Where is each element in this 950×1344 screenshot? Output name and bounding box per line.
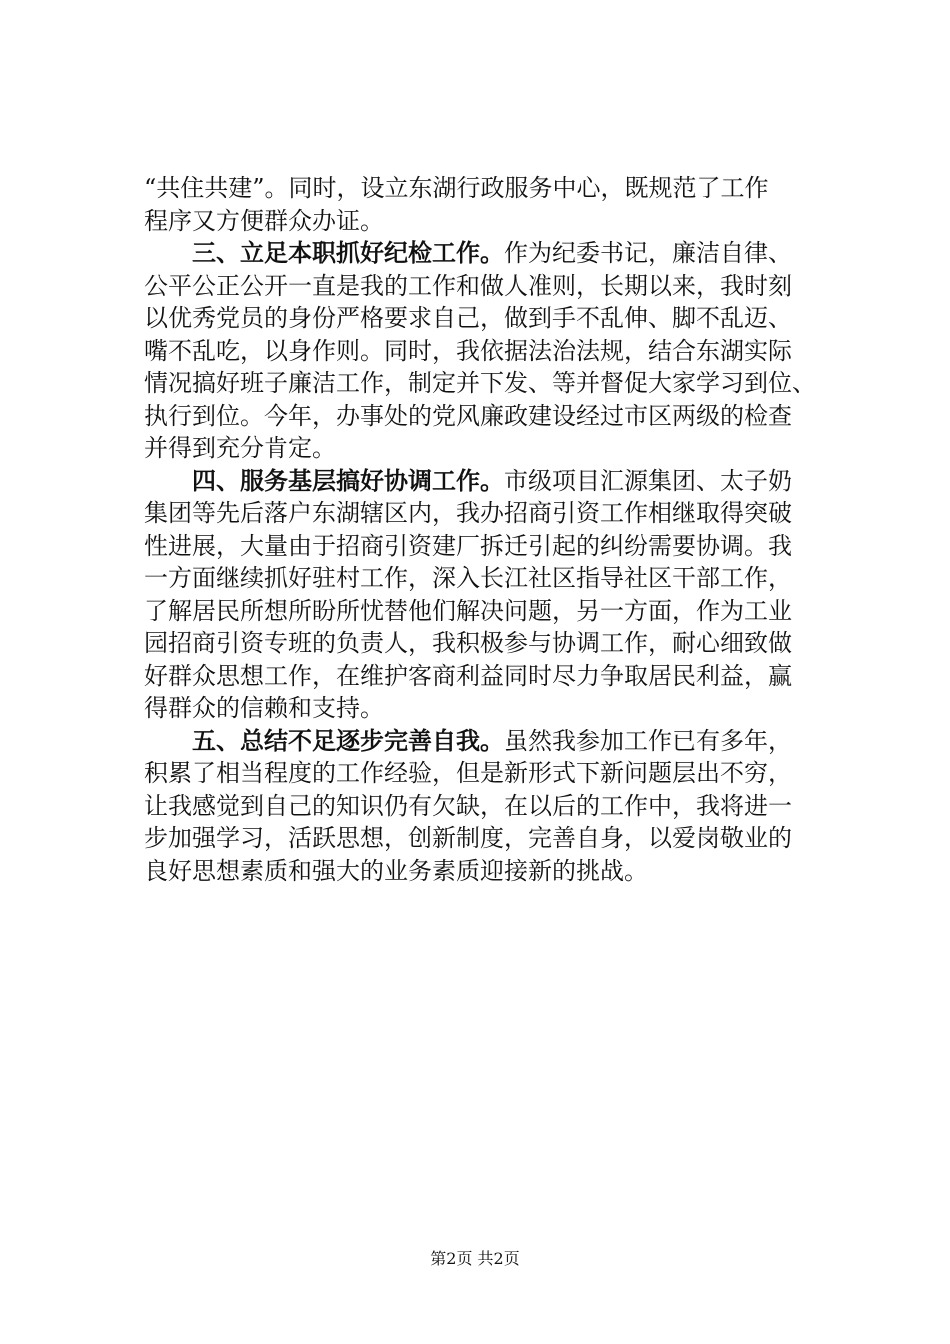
text-line: 执行到位。今年，办事处的党风廉政建设经过市区两级的检查	[144, 401, 792, 430]
text-run: 市级项目汇源集团、太子奶	[504, 466, 792, 495]
text-line: 园招商引资专班的负责人，我积极参与协调工作，耐心细致做	[144, 629, 792, 657]
text-line: 良好思想素质和强大的业务素质迎接新的挑战。	[144, 856, 648, 885]
text-line: 公平公正公开一直是我的工作和做人准则，长期以来，我时刻	[144, 271, 792, 300]
text-run: 作为纪委书记，廉洁自律、	[504, 239, 792, 267]
text-line: 积累了相当程度的工作经验，但是新形式下新问题层出不穷，	[144, 759, 792, 787]
text-line: 步加强学习，活跃思想，创新制度，完善自身，以爱岗敬业的	[144, 824, 792, 852]
section-heading: 五、总结不足逐步完善自我。	[192, 726, 504, 755]
text-line: 让我感觉到自己的知识仍有欠缺，在以后的工作中，我将进一	[144, 791, 792, 820]
paragraph-continuation	[144, 172, 834, 237]
text-line: 并得到充分肯定。	[144, 434, 336, 462]
page-number: 第2页 共2页	[430, 1249, 520, 1268]
text-line: 一方面继续抓好驻村工作，深入长江社区指导社区干部工作，	[144, 564, 792, 592]
paragraph-first-line	[144, 465, 834, 498]
paragraph-first-line	[144, 237, 834, 270]
text-line: 性进展，大量由于招商引资建厂拆迁引起的纠纷需要协调。我	[144, 531, 792, 560]
text-line: 情况搞好班子廉洁工作，制定并下发、等并督促大家学习到位、	[144, 369, 816, 397]
text-line: 集团等先后落户东湖辖区内，我办招商引资工作相继取得突破	[144, 499, 792, 527]
text-run: 虽然我参加工作已有多年，	[504, 726, 792, 755]
text-line: “共住共建”。同时，设立东湖行政服务中心，既规范了工作	[144, 174, 769, 202]
paragraph-discipline	[144, 237, 834, 465]
text-line: 好群众思想工作，在维护客商利益同时尽力争取居民利益，赢	[144, 661, 792, 690]
text-line: 程序又方便群众办证。	[144, 206, 384, 235]
section-heading: 四、服务基层搞好协调工作。	[192, 466, 504, 495]
document-body	[144, 172, 834, 887]
text-line: 以优秀党员的身份严格要求自己，做到手不乱伸、脚不乱迈、	[144, 304, 792, 332]
paragraph-coordination	[144, 465, 834, 725]
text-line: 了解居民所想所盼所忧替他们解决问题，另一方面，作为工业	[144, 596, 792, 625]
text-line: 得群众的信赖和支持。	[144, 694, 384, 722]
page-footer	[0, 1246, 950, 1269]
paragraph-first-line	[144, 725, 834, 758]
text-line: 嘴不乱吃，以身作则。同时，我依据法治法规，结合东湖实际	[144, 336, 792, 365]
paragraph-summary	[144, 725, 834, 888]
section-heading: 三、立足本职抓好纪检工作。	[192, 239, 504, 267]
